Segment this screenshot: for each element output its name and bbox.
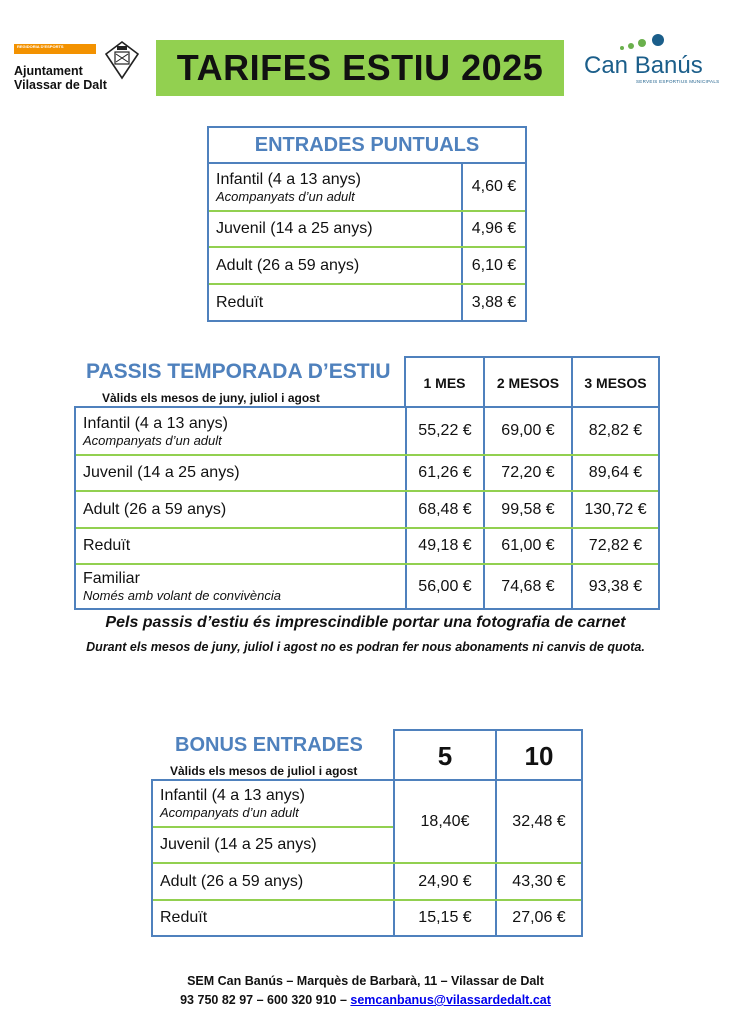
bonus-price xyxy=(395,901,495,935)
bonus-row-label xyxy=(153,901,393,935)
price-value: 6,10 € xyxy=(471,256,517,274)
bonus-col-header: 5 xyxy=(437,740,453,771)
passis-row-label xyxy=(76,408,405,454)
row-note: Acompanyats d’un adult xyxy=(160,805,299,820)
bonus-price xyxy=(395,781,495,862)
price-value: 68,48 € xyxy=(418,500,472,518)
passis-price xyxy=(485,529,571,563)
bonus-subtitle: Vàlids els mesos de juliol i agost xyxy=(170,764,358,778)
row-label: Adult (26 a 59 anys) xyxy=(216,256,360,274)
row-note: Només amb volant de convivència xyxy=(83,588,281,603)
price-value: 27,06 € xyxy=(512,909,566,926)
price-value: 32,48 € xyxy=(512,812,566,830)
passis-header xyxy=(404,356,660,408)
passis-row-label xyxy=(76,492,405,527)
row-label: Infantil (4 a 13 anys) xyxy=(160,787,305,804)
price-value: 130,72 € xyxy=(584,500,647,518)
row-label: Infantil (4 a 13 anys) xyxy=(83,414,228,432)
price-value: 43,30 € xyxy=(512,872,566,890)
passis-row-label xyxy=(76,529,405,563)
price-value: 49,18 € xyxy=(418,537,472,554)
entrades-row-label xyxy=(209,164,461,210)
passis-price xyxy=(407,565,483,608)
price-value: 72,20 € xyxy=(501,464,555,481)
price-value: 72,82 € xyxy=(588,537,643,554)
bonus-price xyxy=(497,781,581,862)
row-label: Juvenil (14 a 25 anys) xyxy=(216,220,373,237)
price-value: 3,88 € xyxy=(471,293,517,311)
passis-price xyxy=(573,408,658,454)
bonus-header xyxy=(393,729,583,781)
passis-title: PASSIS TEMPORADA D’ESTIU xyxy=(86,360,391,383)
col-header-text: 1 MES xyxy=(423,375,466,391)
row-label: Infantil (4 a 13 anys) xyxy=(216,170,361,188)
entrades-row-label xyxy=(209,212,461,246)
col-header-text: 2 MESOS xyxy=(496,375,560,391)
row-note: Acompanyats d’un adult xyxy=(83,432,222,448)
bonus-price xyxy=(395,864,495,899)
price-value: 69,00 € xyxy=(501,422,555,439)
price-value: 4,96 € xyxy=(471,220,517,237)
price-value: 18,40€ xyxy=(420,812,470,830)
bonus-row-label xyxy=(153,864,393,899)
passis-photo-rule: Pels passis d’estiu és imprescindible portar una fotografia de carnet xyxy=(105,614,626,631)
row-label: Reduït xyxy=(216,293,264,311)
bonus-price xyxy=(497,864,581,899)
entrades-row-label xyxy=(209,248,461,283)
passis-row-label xyxy=(76,456,405,490)
title-banner xyxy=(156,40,564,96)
passis-col-header xyxy=(406,358,483,408)
passis-price xyxy=(407,408,483,454)
row-label: Reduït xyxy=(160,909,208,926)
price-value: 93,38 € xyxy=(588,577,643,595)
row-label: Juvenil (14 a 25 anys) xyxy=(160,836,317,853)
ajuntament-line1: Ajuntament xyxy=(14,64,83,78)
ajuntament-bar-text: REGIDORIA D'ESPORTS xyxy=(17,44,64,49)
page-title: TARIFES ESTIU 2025 xyxy=(176,47,544,88)
price-value: 82,82 € xyxy=(588,422,643,439)
bonus-title: BONUS ENTRADES xyxy=(175,734,363,756)
ajuntament-logo-bar xyxy=(14,44,96,54)
passis-price xyxy=(573,565,658,608)
row-note: Acompanyats d’un adult xyxy=(216,188,355,204)
entrades-table xyxy=(207,126,527,322)
price-value: 74,68 € xyxy=(501,577,555,595)
row-label: Adult (26 a 59 anys) xyxy=(160,872,304,890)
passis-price xyxy=(407,529,483,563)
passis-price xyxy=(485,565,571,608)
passis-price xyxy=(573,456,658,490)
passis-price xyxy=(573,492,658,527)
entrades-row-label xyxy=(209,285,461,320)
passis-table xyxy=(74,406,660,610)
footer-address: SEM Can Banús – Marquès de Barbarà, 11 – Vilassar de Dalt xyxy=(187,974,544,988)
price-value: 56,00 € xyxy=(418,577,472,595)
passis-price xyxy=(485,492,571,527)
bonus-col-header: 10 xyxy=(524,740,554,771)
bonus-row-label xyxy=(153,781,393,826)
ajuntament-line2: Vilassar de Dalt xyxy=(14,78,107,92)
passis-price xyxy=(407,456,483,490)
passis-price xyxy=(485,408,571,454)
price-value: 24,90 € xyxy=(418,872,472,890)
passis-subtitle: Vàlids els mesos de juny, juliol i agost xyxy=(102,391,320,405)
price-value: 61,00 € xyxy=(501,537,555,554)
ajuntament-logo xyxy=(14,40,144,96)
logo-dot-icon xyxy=(628,43,634,49)
footer-contact xyxy=(0,993,731,1007)
price-value: 89,64 € xyxy=(588,464,643,481)
entrades-title: ENTRADES PUNTUALS xyxy=(209,128,525,164)
canbanus-sub: SERVEIS ESPORTIUS MUNICIPALS xyxy=(636,79,720,84)
crest-icon xyxy=(104,40,140,80)
price-value: 4,60 € xyxy=(471,178,517,195)
logo-dot-icon xyxy=(652,34,664,46)
bonus-price xyxy=(497,901,581,935)
footer-email-link[interactable]: semcanbanus@vilassardedalt.cat xyxy=(350,993,551,1007)
bonus-row-label xyxy=(153,828,393,862)
entrades-row-price xyxy=(463,212,525,246)
row-label: Juvenil (14 a 25 anys) xyxy=(83,464,240,481)
passis-quota-rule: Durant els mesos de juny, juliol i agost no es podran fer nous abonaments ni canvis de quota. xyxy=(86,640,645,654)
row-label: Reduït xyxy=(83,537,131,554)
logo-dot-icon xyxy=(620,46,624,50)
row-label: Adult (26 a 59 anys) xyxy=(83,500,227,518)
passis-price xyxy=(485,456,571,490)
entrades-row-price xyxy=(463,248,525,283)
entrades-row-price xyxy=(463,285,525,320)
logo-dot-icon xyxy=(638,39,646,47)
passis-price xyxy=(573,529,658,563)
col-header-text: 3 MESOS xyxy=(584,375,647,391)
price-value: 55,22 € xyxy=(418,422,472,439)
passis-col-header xyxy=(485,358,571,408)
passis-col-header xyxy=(573,358,658,408)
canbanus-name: Can Banús xyxy=(584,52,703,79)
entrades-row-price xyxy=(463,164,525,210)
price-value: 15,15 € xyxy=(418,909,472,926)
passis-row-label xyxy=(76,565,405,608)
row-label: Familiar xyxy=(83,570,140,587)
passis-price xyxy=(407,492,483,527)
bonus-table xyxy=(151,779,583,937)
price-value: 61,26 € xyxy=(418,464,472,481)
canbanus-logo xyxy=(582,34,722,88)
price-value: 99,58 € xyxy=(501,500,555,518)
footer-phones: 93 750 82 97 – 600 320 910 – xyxy=(180,993,351,1007)
